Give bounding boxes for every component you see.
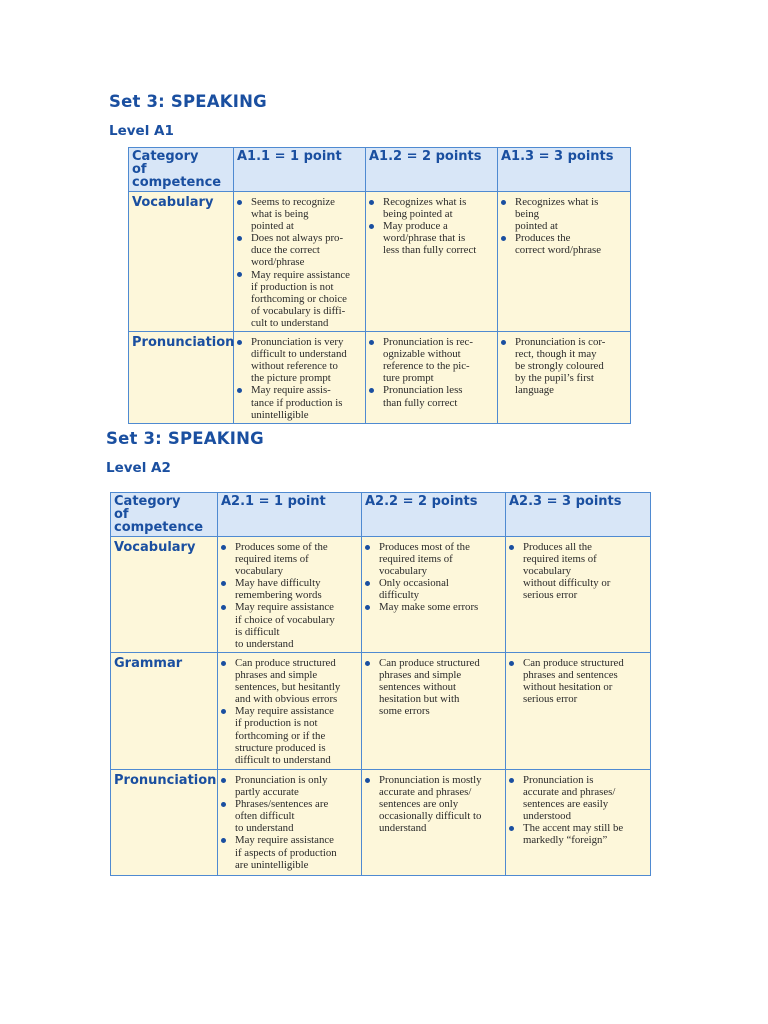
- table-row: [111, 770, 651, 876]
- criterion-item: Can produce structured phrases and simple sentences without hesitation but with some errors: [362, 657, 503, 717]
- row-category: Vocabulary: [129, 192, 234, 332]
- criterion-item: May require assis- tance if production is unintelligible: [234, 384, 363, 420]
- criterion-item: Recognizes what is being pointed at: [498, 196, 628, 232]
- criterion-item: Phrases/sentences are often difficult to understand: [218, 798, 359, 834]
- criteria-cell: [506, 770, 651, 876]
- criterion-item: Recognizes what is being pointed at: [366, 196, 495, 220]
- criterion-item: Pronunciation is very difficult to understand without reference to the picture prompt: [234, 336, 363, 384]
- table-header-row: [129, 148, 631, 192]
- criterion-item: The accent may still be markedly “foreign”: [506, 822, 648, 846]
- row-category: Vocabulary: [111, 537, 218, 653]
- header-category: Category of competence: [129, 148, 234, 192]
- criteria-cell: [218, 770, 362, 876]
- criterion-item: May require assistance if production is not forthcoming or choice of vocabulary is diffi- cult to understand: [234, 269, 363, 329]
- row-category: Pronunciation: [129, 332, 234, 424]
- header-level-1: A1.1 = 1 point: [234, 148, 366, 192]
- criterion-item: May have difficulty remembering words: [218, 577, 359, 601]
- criteria-cell: [498, 192, 631, 332]
- criteria-cell: [362, 770, 506, 876]
- rubric-table-a1: [128, 147, 631, 424]
- criteria-cell: [506, 653, 651, 770]
- table-row: [111, 653, 651, 770]
- header-level-2: A1.2 = 2 points: [366, 148, 498, 192]
- criteria-cell: [362, 537, 506, 653]
- table-header-row: [111, 493, 651, 537]
- header-level-2: A2.2 = 2 points: [362, 493, 506, 537]
- criterion-item: Pronunciation is mostly accurate and phrases/ sentences are only occasionally difficult to understand: [362, 774, 503, 834]
- criteria-cell: [234, 192, 366, 332]
- criteria-cell: [506, 537, 651, 653]
- header-level-1: A2.1 = 1 point: [218, 493, 362, 537]
- criterion-item: Only occasional difficulty: [362, 577, 503, 601]
- section-title: Set 3: SPEAKING: [106, 429, 264, 448]
- criterion-item: Produces the correct word/phrase: [498, 232, 628, 256]
- criterion-item: May require assistance if aspects of production are unintelligible: [218, 834, 359, 870]
- header-level-3: A2.3 = 3 points: [506, 493, 651, 537]
- level-title: Level A1: [109, 123, 174, 139]
- criterion-item: May produce a word/phrase that is less than fully correct: [366, 220, 495, 256]
- criterion-item: Pronunciation is rec- ognizable without reference to the pic- ture prompt: [366, 336, 495, 384]
- table-row: [111, 537, 651, 653]
- header-level-3: A1.3 = 3 points: [498, 148, 631, 192]
- criterion-item: Produces most of the required items of vocabulary: [362, 541, 503, 577]
- criteria-cell: [366, 192, 498, 332]
- criterion-item: Pronunciation is accurate and phrases/ sentences are easily understood: [506, 774, 648, 822]
- criterion-item: May make some errors: [362, 601, 503, 613]
- criteria-cell: [234, 332, 366, 424]
- criterion-item: Pronunciation is cor- rect, though it may be strongly coloured by the pupil’s first language: [498, 336, 628, 396]
- row-category: Pronunciation: [111, 770, 218, 876]
- criterion-item: Does not always pro- duce the correct word/phrase: [234, 232, 363, 268]
- table-row: [129, 192, 631, 332]
- criterion-item: Can produce structured phrases and simple sentences, but hesitantly and with obvious errors: [218, 657, 359, 705]
- criteria-cell: [218, 653, 362, 770]
- criteria-cell: [498, 332, 631, 424]
- table-row: [129, 332, 631, 424]
- criteria-cell: [366, 332, 498, 424]
- criterion-item: Produces all the required items of vocabulary without difficulty or serious error: [506, 541, 648, 601]
- criterion-item: Produces some of the required items of vocabulary: [218, 541, 359, 577]
- level-title: Level A2: [106, 460, 171, 476]
- criterion-item: Can produce structured phrases and sentences without hesitation or serious error: [506, 657, 648, 705]
- header-category: Category of competence: [111, 493, 218, 537]
- criterion-item: May require assistance if choice of vocabulary is difficult to understand: [218, 601, 359, 649]
- section-title: Set 3: SPEAKING: [109, 92, 267, 111]
- criterion-item: Pronunciation is only partly accurate: [218, 774, 359, 798]
- rubric-table-a2: [110, 492, 651, 876]
- criterion-item: Seems to recognize what is being pointed at: [234, 196, 363, 232]
- criteria-cell: [218, 537, 362, 653]
- criteria-cell: [362, 653, 506, 770]
- criterion-item: Pronunciation less than fully correct: [366, 384, 495, 408]
- row-category: Grammar: [111, 653, 218, 770]
- criterion-item: May require assistance if production is not forthcoming or if the structure produced is difficult to understand: [218, 705, 359, 765]
